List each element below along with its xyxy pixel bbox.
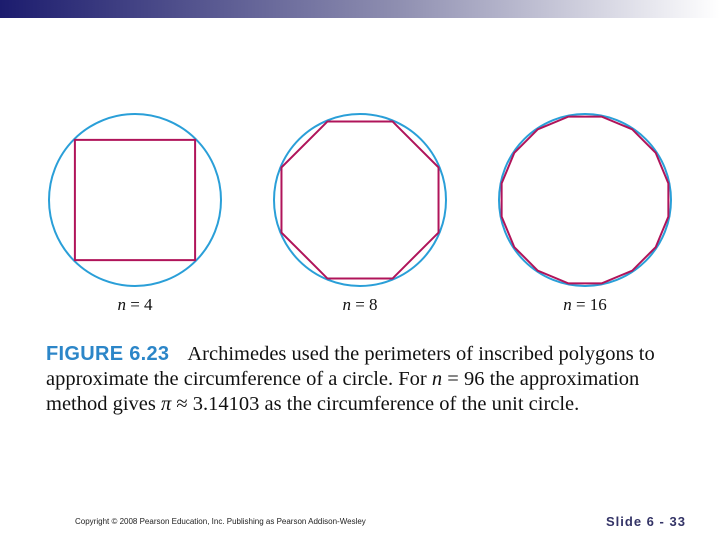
figure-caption [46, 342, 686, 417]
panel-16 [499, 114, 671, 314]
caption-text-3a: method gives [46, 393, 162, 415]
caption-line-1 [46, 342, 686, 367]
inscribed-polygon-8 [281, 121, 438, 278]
caption-text-2a: approximate the circumference of a circle. For [46, 368, 432, 390]
inscribed-polygon-16 [502, 117, 669, 284]
caption-text-3b: ≈ 3.14103 as the circumference of the unit circle. [171, 393, 580, 415]
n-label-16: n = 16 [563, 295, 607, 314]
caption-text-1: Archimedes used the perimeters of inscribed polygons to [187, 343, 655, 365]
circle-8 [274, 114, 446, 286]
n-label-8: n = 8 [342, 295, 378, 314]
slide-number: Slide 6 - 33 [606, 514, 686, 529]
panel-4 [49, 114, 221, 314]
n-label-4: n = 4 [117, 295, 153, 314]
caption-line-2 [46, 367, 686, 392]
panel-8 [274, 114, 446, 314]
figure-label: FIGURE 6.23 [46, 343, 170, 365]
caption-text-2b: = 96 the approximation [442, 368, 640, 390]
caption-pi: π [161, 393, 172, 415]
caption-var-n: n [431, 368, 443, 390]
circle-16 [499, 114, 671, 286]
inscribed-polygon-4 [75, 140, 195, 260]
copyright-notice: Copyright © 2008 Pearson Education, Inc. Publishing as Pearson Addison-Wesley [75, 517, 366, 526]
caption-line-3 [46, 392, 686, 417]
